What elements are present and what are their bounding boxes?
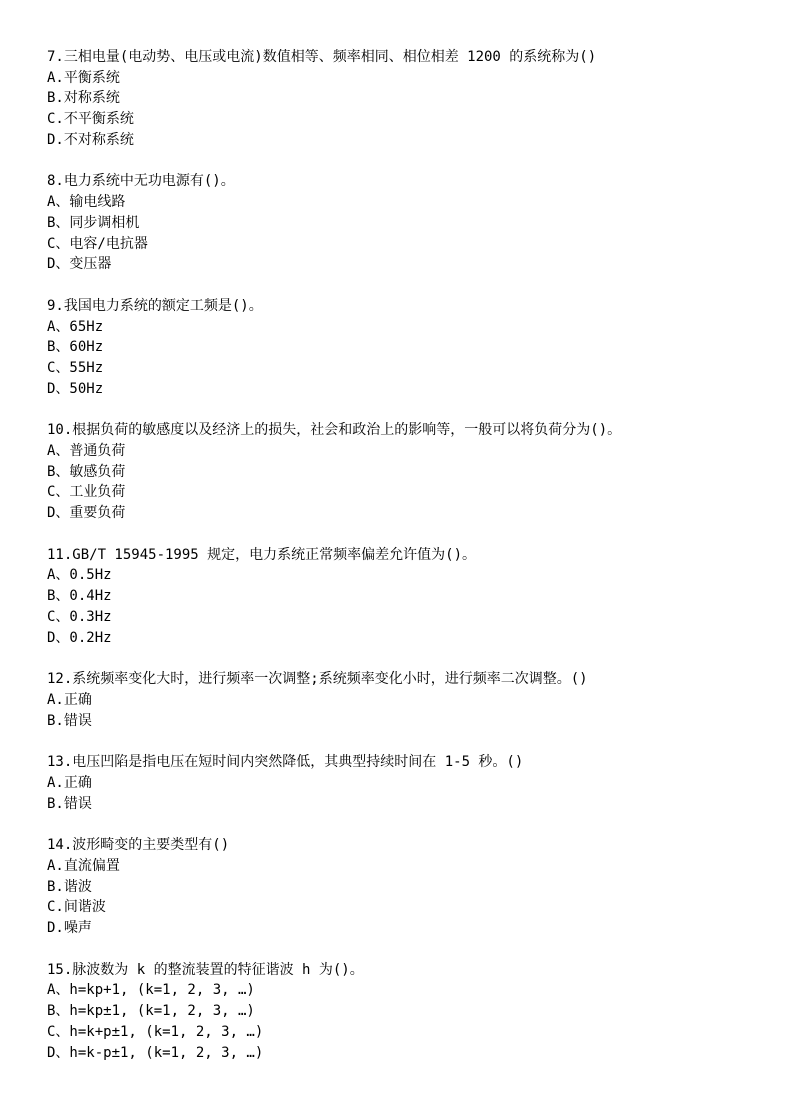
option-b: B.错误	[47, 712, 92, 729]
option-d: D、h=k-p±1, (k=1, 2, 3, …)	[47, 1044, 264, 1061]
option-b: B、0.4Hz	[47, 588, 112, 605]
question-7	[47, 47, 747, 150]
question-text: 10.根据负荷的敏感度以及经济上的损失，社会和政治上的影响等，一般可以将负荷分为()。	[47, 422, 622, 439]
question-12	[47, 669, 747, 731]
document-page	[47, 47, 747, 1084]
question-text: 8.电力系统中无功电源有()。	[47, 173, 235, 190]
question-9	[47, 296, 747, 399]
option-b: B、60Hz	[47, 339, 104, 356]
option-d: D、重要负荷	[47, 505, 126, 522]
option-c: C、55Hz	[47, 359, 104, 376]
question-14	[47, 835, 747, 938]
question-11	[47, 545, 747, 648]
option-b: B、敏感负荷	[47, 463, 126, 480]
question-8	[47, 171, 747, 274]
option-d: D.不对称系统	[47, 131, 134, 148]
option-b: B、同步调相机	[47, 214, 140, 231]
option-a: A、普通负荷	[47, 443, 126, 459]
option-a: A.平衡系统	[47, 69, 120, 86]
option-d: D、0.2Hz	[47, 629, 112, 646]
option-a: A、0.5Hz	[47, 567, 112, 584]
option-c: C、h=k+p±1, (k=1, 2, 3, …)	[47, 1023, 264, 1040]
question-text: 12.系统频率变化大时，进行频率一次调整;系统频率变化小时，进行频率二次调整。()	[47, 671, 588, 688]
option-c: C.不平衡系统	[47, 111, 134, 128]
option-c: C、工业负荷	[47, 484, 126, 501]
option-b: B、h=kp±1, (k=1, 2, 3, …)	[47, 1003, 255, 1020]
option-d: D、变压器	[47, 256, 112, 273]
option-a: A、h=kp+1, (k=1, 2, 3, …)	[47, 982, 255, 999]
option-c: C.间谐波	[47, 899, 106, 916]
option-d: D、50Hz	[47, 380, 104, 397]
option-c: C、0.3Hz	[47, 608, 112, 625]
question-15	[47, 960, 747, 1063]
option-a: A、65Hz	[47, 318, 104, 335]
option-b: B.谐波	[47, 878, 92, 895]
question-text: 15.脉波数为 k 的整流装置的特征谐波 h 为()。	[47, 961, 364, 978]
option-b: B.错误	[47, 795, 92, 812]
option-a: A.直流偏置	[47, 858, 120, 874]
option-a: A.正确	[47, 691, 92, 708]
option-a: A.正确	[47, 774, 92, 791]
question-13	[47, 752, 747, 814]
question-text: 7.三相电量(电动势、电压或电流)数值相等、频率相同、相位相差 1200 的系统称为()	[47, 49, 597, 65]
question-text: 11.GB/T 15945-1995 规定，电力系统正常频率偏差允许值为()。	[47, 546, 477, 563]
question-text: 9.我国电力系统的额定工频是()。	[47, 297, 263, 314]
question-text: 14.波形畸变的主要类型有()	[47, 837, 230, 854]
question-10	[47, 420, 747, 523]
question-text: 13.电压凹陷是指电压在短时间内突然降低，其典型持续时间在 1-5 秒。()	[47, 754, 524, 771]
option-c: C、电容/电抗器	[47, 235, 148, 252]
option-b: B.对称系统	[47, 90, 120, 107]
option-a: A、输电线路	[47, 194, 126, 211]
option-d: D.噪声	[47, 920, 92, 937]
